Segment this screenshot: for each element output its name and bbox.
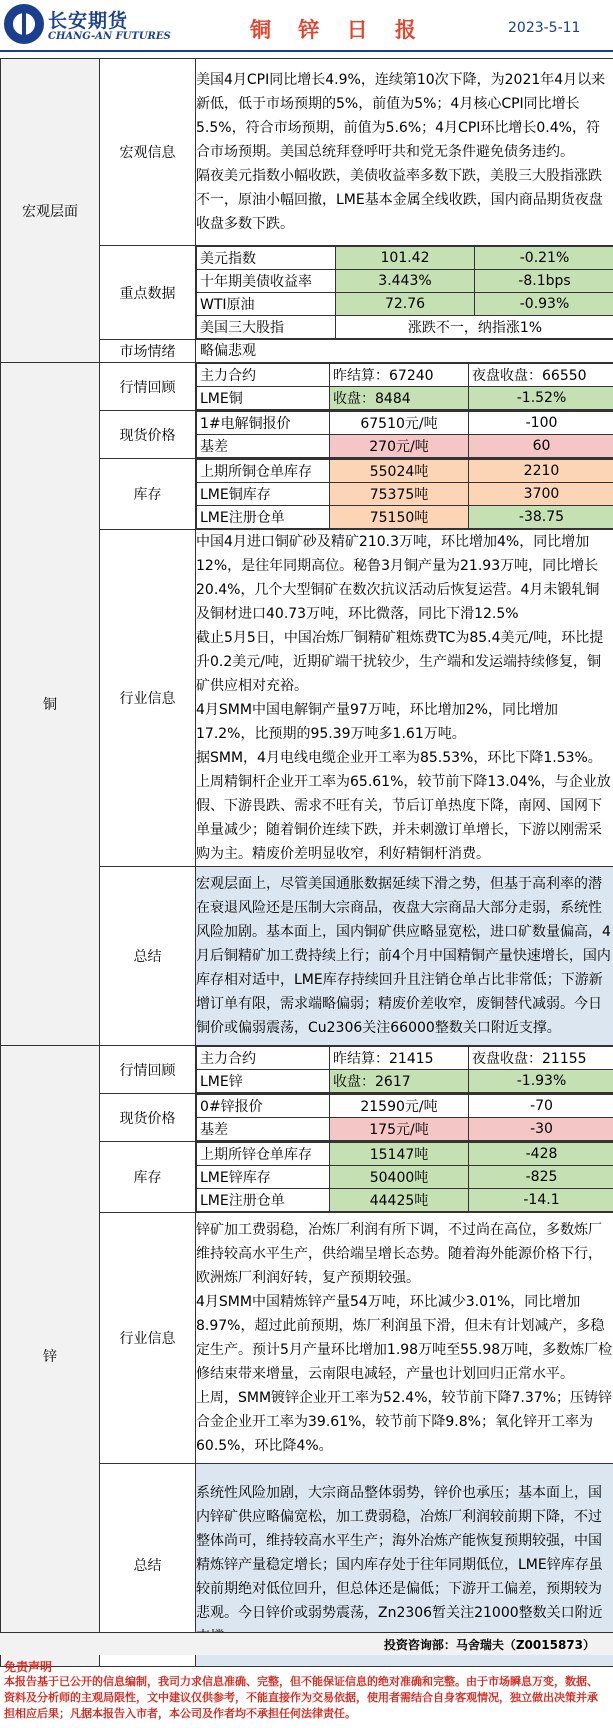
copper-market-table: [196, 363, 613, 410]
inv-change: 3700: [469, 483, 613, 506]
inv-change: -14.1: [469, 1189, 613, 1212]
industry-para: 4月SMM中国电解铜产量97万吨，环比增加2%，同比增加17.2%，比预期的95.39万吨多1.61万吨。: [196, 702, 558, 742]
macro-key-cell: [196, 246, 613, 340]
lme-name: LME锌: [197, 1070, 330, 1093]
inv-change: 2210: [469, 460, 613, 483]
lme-change: -1.52%: [469, 387, 613, 410]
table-row: [197, 460, 613, 483]
inv-value: 44425吨: [330, 1189, 469, 1212]
macro-info-label: 宏观信息: [100, 59, 196, 246]
industry-para: 中国4月进口铜矿砂及精矿210.3万吨，环比增加4%，同比增加12%，是往年同期高位。秘鲁3月铜产量为21.93万吨，同比增长20.4%，几个大型铜矿在数次抗议活动后恢复运营。4月未锻轧铜及铜材进口40.73万吨，环比微落，同比下滑12.5%: [196, 534, 600, 622]
inv-name: 上期所锌仓单库存: [197, 1143, 330, 1166]
macro-info-para: 美国4月CPI同比增长4.9%，连续第10次下降，为2021年4月以来新低，低于市场预期的5%，前值为5%；4月核心CPI同比增长5.5%，符合市场预期，前值为5.6%；4月CPI环比增长0.4%，符合市场预期。美国总统拜登呼吁共和党无条件避免债务违约。: [196, 72, 606, 160]
report-table: [0, 58, 613, 1667]
industry-para: 截止5月5日，中国冶炼厂铜精矿粗炼费TC为85.4美元/吨，环比提升0.2美元/吨，近期矿端干扰较少，生产端和发运端持续修复，铜矿供应相对充裕。: [196, 630, 604, 694]
zinc-market-label: 行情回顾: [100, 1046, 196, 1094]
company-logo-icon: [4, 4, 44, 44]
prev-settle: 昨结算：21415: [330, 1047, 469, 1070]
key-change: -8.1bps: [475, 270, 613, 293]
zinc-spot-label: 现货价格: [100, 1094, 196, 1142]
copper-industry-text: [196, 530, 613, 867]
key-change: -0.21%: [475, 247, 613, 270]
macro-key-table: [196, 246, 613, 339]
inv-change: -38.75: [469, 506, 613, 529]
lme-name: LME铜: [197, 387, 330, 410]
basis-name: 基差: [197, 1118, 330, 1141]
inv-name: LME铜库存: [197, 483, 330, 506]
table-row: [197, 483, 613, 506]
macro-info-row: [1, 59, 613, 246]
brand-name-en: CHANG-AN FUTURES: [48, 31, 171, 42]
report-title: 铜 锌 日 报: [250, 18, 426, 42]
industry-para: 据SMM，4月电线电缆企业开工率为85.53%，环比下降1.53%。上周精铜杆企业开工率为65.61%，较节前下降13.04%，与企业放假、下游畏跌、需求不旺有关，节后订单热度下降，南网、国网下单量减少；随着铜价连续下跌，并未刺激订单增长，下游以刚需采购为主。精废价差明显收窄，利好精铜杆消费。: [196, 750, 611, 862]
table-row: [197, 1166, 613, 1189]
zinc-inventory-label: 库存: [100, 1142, 196, 1213]
lme-close: 收盘：2617: [330, 1070, 469, 1093]
logo-bar: [22, 10, 26, 38]
copper-spot-label: 现货价格: [100, 411, 196, 459]
inv-name: LME锌库存: [197, 1166, 330, 1189]
inv-value: 15147吨: [330, 1143, 469, 1166]
inv-name: LME注册仓单: [197, 506, 330, 529]
inv-change: -825: [469, 1166, 613, 1189]
zinc-spot-cell: [196, 1094, 613, 1142]
basis-change: 60: [469, 435, 613, 458]
section-copper: 铜: [1, 363, 100, 1046]
inv-value: 55024吨: [330, 460, 469, 483]
main-contract: 主力合约: [197, 364, 330, 387]
industry-para: 4月SMM中国精炼锌产量54万吨，环比减少3.01%，同比增加8.97%，超过此前预期，炼厂利润虽下滑，但未有计划减产，多稳定生产。预计5月产量环比增加1.98万吨至55.98万吨，多数炼厂检修结束带来增量，云南限电减轻，产量也计划回归正常水平。: [196, 1294, 613, 1382]
key-value: 涨跌不一，纳指涨1%: [336, 316, 613, 339]
key-value: 3.443%: [336, 270, 475, 293]
sentiment-label: 市场情绪: [100, 340, 196, 363]
table-row: [197, 247, 613, 270]
macro-info-para: 隔夜美元指数小幅收跌，美债收益率多数下跌，美股三大股指涨跌不一，原油小幅回撤，LME基本金属全线收跌，国内商品期货夜盘收盘多数下跌。: [196, 168, 603, 232]
section-zinc: 锌: [1, 1046, 100, 1667]
table-row: [197, 1118, 613, 1141]
industry-para: 锌矿加工费弱稳，冶炼厂利润有所下调，不过尚在高位，多数炼厂维持较高水平生产，供给端呈增长态势。随着海外能源价格下行，欧洲炼厂利润好转，复产预期较强。: [196, 1222, 602, 1286]
macro-info-text: [196, 59, 613, 246]
sentiment-value: 略偏悲观: [196, 340, 613, 363]
inv-value: 75150吨: [330, 506, 469, 529]
zinc-summary-text: 系统性风险加剧，大宗商品整体弱势，锌价也承压；基本面上，国内锌矿供应略偏宽松，加工费弱稳，冶炼厂利润较前期下降，不过整体尚可，维持较高水平生产；海外冶炼产能恢复预期较强，中国精炼锌产量稳定增长；国内库存处于往年同期低位，LME锌库存虽较前期绝对低位回升，但总体还是偏低；下游开工偏差，预期较为悲观。今日锌价或弱势震荡，Zn2306暂关注21000整数关口附近: [196, 1464, 613, 1667]
copper-market-cell: [196, 363, 613, 411]
copper-spot-cell: [196, 411, 613, 459]
copper-industry-label: 行业信息: [100, 530, 196, 867]
table-row: [197, 1189, 613, 1212]
copper-spot-table: [196, 411, 613, 458]
zinc-market-cell: [196, 1046, 613, 1094]
inv-value: 50400吨: [330, 1166, 469, 1189]
table-row: [197, 1070, 613, 1093]
table-row: [197, 387, 613, 410]
industry-para: 上周，SMM镀锌企业开工率为52.4%，较节前下降7.37%；压铸锌合金企业开工率为39.61%，较节前下降9.8%；氧化锌开工率为60.5%，环比降4%。: [196, 1390, 612, 1454]
inv-change: -428: [469, 1143, 613, 1166]
basis-name: 基差: [197, 435, 330, 458]
basis-value: 175元/吨: [330, 1118, 469, 1141]
table-row: [197, 316, 613, 339]
report-date: 2023-5-11: [508, 20, 581, 36]
header-divider: [0, 50, 613, 52]
key-value: 101.42: [336, 247, 475, 270]
table-row: [197, 270, 613, 293]
copper-inventory-cell: [196, 459, 613, 530]
table-row: [197, 293, 613, 316]
key-name: 美国三大股指: [197, 316, 336, 339]
basis-change: -30: [469, 1118, 613, 1141]
copper-inventory-table: [196, 459, 613, 529]
spot-change: -100: [469, 412, 613, 435]
inv-value: 75375吨: [330, 483, 469, 506]
key-name: WTI原油: [197, 293, 336, 316]
zinc-summary-label: 总结: [100, 1464, 196, 1667]
table-row: [197, 1143, 613, 1166]
key-value: 72.76: [336, 293, 475, 316]
spot-price: 21590元/吨: [330, 1095, 469, 1118]
macro-key-label: 重点数据: [100, 246, 196, 340]
disclaimer-title: 免责声明: [4, 1660, 53, 1674]
signature-bar: [0, 1632, 613, 1655]
table-row: [197, 435, 613, 458]
main-contract: 主力合约: [197, 1047, 330, 1070]
key-change: -0.93%: [475, 293, 613, 316]
copper-summary-label: 总结: [100, 867, 196, 1046]
zinc-inventory-table: [196, 1142, 613, 1212]
zinc-market-table: [196, 1046, 613, 1093]
copper-summary-text: 宏观层面上，尽管美国通胀数据延续下滑之势，但基于高利率的潜在衰退风险还是压制大宗商品，夜盘大宗商品大部分走弱，系统性风险加剧。基本面上，国内铜矿供应略显宽松，进口矿数量偏高，4月后铜精矿加工费持续上行；前4个月中国精铜产量快速增长，国内库存相对适中，LME库存持续回升且注销仓单占比非常低；下游新增订单有限，需求端略偏弱；精废价差收窄，废铜替代减弱。今日铜价或偏弱震荡，Cu2306关注66000整数关口附近支撑。: [196, 867, 613, 1046]
zinc-market-row: [1, 1046, 613, 1094]
table-row: [197, 412, 613, 435]
key-name: 十年期美债收益率: [197, 270, 336, 293]
section-macro: 宏观层面: [1, 59, 100, 363]
brand-name-cn: 长安期货: [48, 10, 129, 32]
zinc-industry-label: 行业信息: [100, 1213, 196, 1464]
key-name: 美元指数: [197, 247, 336, 270]
zinc-spot-table: [196, 1094, 613, 1141]
spot-change: -70: [469, 1095, 613, 1118]
night-close: 夜盘收盘：21155: [469, 1047, 613, 1070]
lme-close: 收盘：8484: [330, 387, 469, 410]
consultant-signature: 投资咨询部：马舍瑞夫（Z0015873）: [383, 1638, 595, 1652]
report-header: [0, 0, 613, 52]
prev-settle: 昨结算：67240: [330, 364, 469, 387]
copper-market-label: 行情回顾: [100, 363, 196, 411]
lme-change: -1.93%: [469, 1070, 613, 1093]
table-row: [197, 364, 613, 387]
spot-price: 67510元/吨: [330, 412, 469, 435]
zinc-inventory-cell: [196, 1142, 613, 1213]
spot-name: 1#电解铜报价: [197, 412, 330, 435]
copper-inventory-label: 库存: [100, 459, 196, 530]
table-row: [197, 1047, 613, 1070]
basis-value: 270元/吨: [330, 435, 469, 458]
table-row: [197, 506, 613, 529]
disclaimer-text: 本报告基于已公开的信息编制，我司力求信息准确、完整，但不能保证信息的绝对准确和完整。由于市场瞬息万变，数据、资料及分析师的主观局限性，文中建议仅供参考，不能直接作为交易依据，使用者需结合自身客观情况，独立做出决策并承担相应后果；凡据本报告入市者，本公司及作者均不承担任何法律责任。: [4, 1675, 598, 1720]
copper-market-row: [1, 363, 613, 411]
inv-name: LME注册仓单: [197, 1189, 330, 1212]
night-close: 夜盘收盘：66550: [469, 364, 613, 387]
zinc-industry-text: [196, 1213, 613, 1464]
inv-name: 上期所铜仓单库存: [197, 460, 330, 483]
table-row: [197, 1095, 613, 1118]
spot-name: 0#锌报价: [197, 1095, 330, 1118]
